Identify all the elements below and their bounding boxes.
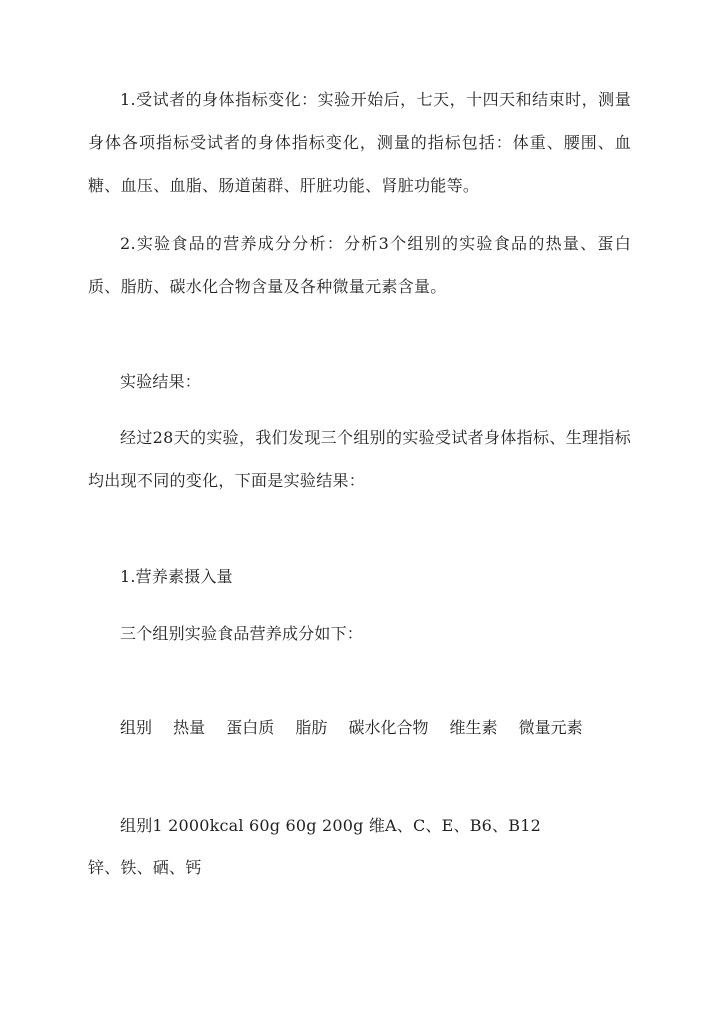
table-header-cell: 热量	[173, 718, 206, 737]
section-heading-nutrient-intake: 1.营养素摄入量	[120, 567, 233, 586]
table-header-cell: 碳水化合物	[348, 718, 429, 737]
paragraph-results-summary: 经过28天的实验，我们发现三个组别的实验受试者身体指标、生理指标均出现不同的变化，下面是实验结果：	[88, 428, 631, 490]
table-intro-text: 三个组别实验食品营养成分如下：	[120, 624, 364, 643]
table-header-cell: 微量元素	[518, 718, 583, 737]
table-header-cell: 维生素	[449, 718, 498, 737]
table-row-group1-line2: 锌、铁、硒、钙	[88, 858, 202, 877]
paragraph-body-indicators: 1.受试者的身体指标变化：实验开始后，七天，十四天和结束时，测量身体各项指标受试者的身体指标变化，测量的指标包括：体重、腰围、血糖、血压、血脂、肠道菌群、肝脏功能、肾脏功能等。	[88, 90, 631, 195]
results-heading: 实验结果：	[120, 372, 202, 391]
nutrition-table-header	[120, 717, 583, 739]
table-header-cell: 蛋白质	[226, 718, 275, 737]
paragraph-nutrition-analysis: 2.实验食品的营养成分分析：分析3个组别的实验食品的热量、蛋白质、脂肪、碳水化合物含量及各种微量元素含量。	[88, 234, 631, 296]
table-header-cell: 脂肪	[295, 718, 328, 737]
table-header-cell: 组别	[120, 718, 153, 737]
table-row-group1-line1: 组别1 2000kcal 60g 60g 200g 维A、C、E、B6、B12	[120, 816, 541, 835]
